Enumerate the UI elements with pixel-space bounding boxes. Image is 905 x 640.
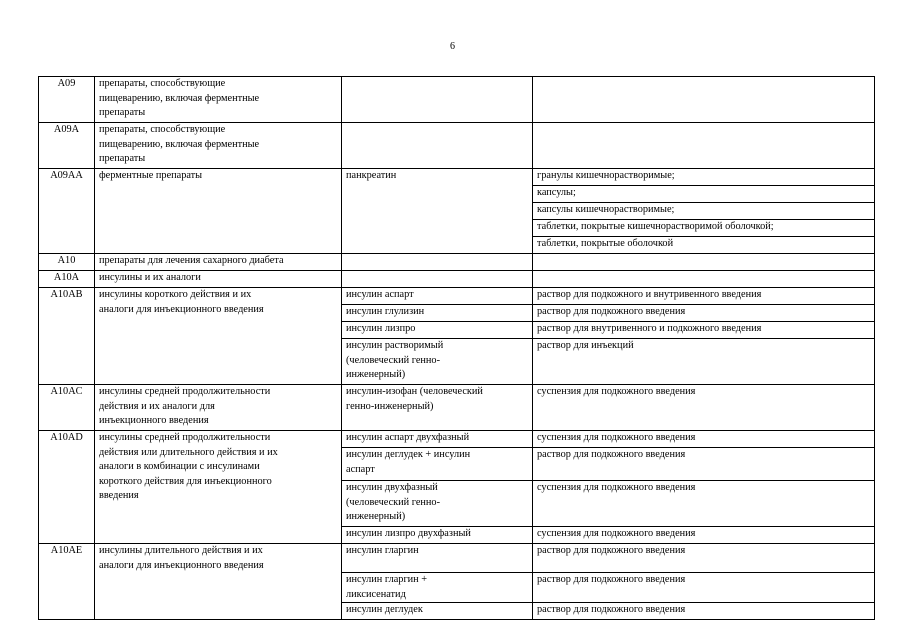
dosage-form-cell [533, 603, 875, 620]
cell-line: аспарт [346, 463, 375, 475]
cell-line: препараты для лечения сахарного диабета [99, 255, 284, 266]
cell-line: инсулин гларгин + [346, 574, 428, 585]
substance-cell [342, 271, 533, 288]
table-row [39, 385, 875, 431]
cell-line: гранулы кишечнорастворимые; [537, 170, 675, 181]
dosage-form-cell [533, 322, 875, 339]
cell-line: действия и их аналоги для [99, 400, 215, 412]
cell-line: инсулин деглудек + инсулин [346, 449, 471, 460]
atc-code-cell: A09 [39, 77, 95, 123]
dosage-form-cell [533, 544, 875, 573]
cell-line: инженерный) [346, 511, 406, 522]
cell-line: препараты, способствующие [99, 78, 226, 89]
cell-line: инсулин двухфазный [346, 482, 438, 493]
atc-code-cell: A10 [39, 254, 95, 271]
anatomical-group-cell [95, 123, 342, 169]
anatomical-group-cell [95, 169, 342, 254]
anatomical-group-cell [95, 77, 342, 123]
atc-code-cell: A10A [39, 271, 95, 288]
cell-line: раствор для подкожного введения [537, 545, 686, 556]
cell-line: суспензия для подкожного введения [537, 528, 696, 539]
dosage-form-cell [533, 448, 875, 481]
anatomical-group-cell [95, 431, 342, 544]
dosage-form-cell [533, 431, 875, 448]
dosage-form-cell [533, 481, 875, 527]
dosage-form-cell [533, 254, 875, 271]
substance-cell [342, 77, 533, 123]
cell-line: суспензия для подкожного введения [537, 432, 696, 443]
cell-line: препараты [99, 153, 146, 164]
cell-line: препараты [99, 107, 146, 118]
atc-code-cell: A09A [39, 123, 95, 169]
table-row [39, 169, 875, 186]
cell-line: инсулины и их аналоги [99, 272, 201, 283]
substance-cell [342, 573, 533, 603]
dosage-form-cell [533, 169, 875, 186]
anatomical-group-cell [95, 288, 342, 385]
substance-cell [342, 385, 533, 431]
cell-line: инсулин гларгин [346, 545, 419, 556]
cell-line: капсулы кишечнорастворимые; [537, 204, 675, 215]
cell-line: ферментные препараты [99, 170, 203, 181]
cell-line: раствор для подкожного введения [537, 604, 686, 615]
dosage-form-cell [533, 339, 875, 385]
cell-line: инсулин аспарт [346, 289, 414, 300]
dosage-form-cell [533, 385, 875, 431]
cell-line: суспензия для подкожного введения [537, 482, 696, 493]
cell-line: пищеварению, включая ферментные [99, 92, 260, 104]
table-row [39, 544, 875, 573]
table-row [39, 271, 875, 288]
cell-line: суспензия для подкожного введения [537, 386, 696, 397]
substance-cell [342, 527, 533, 544]
atc-code-cell: A10AC [39, 385, 95, 431]
cell-line: инсулины средней продолжительности [99, 432, 271, 443]
cell-line: раствор для подкожного введения [537, 449, 686, 460]
substance-cell [342, 339, 533, 385]
substance-cell [342, 322, 533, 339]
cell-line: инсулины короткого действия и их [99, 289, 252, 300]
substance-cell [342, 431, 533, 448]
anatomical-group-cell [95, 544, 342, 620]
cell-line: панкреатин [346, 170, 397, 181]
cell-line: аналоги для инъекционного введения [99, 559, 264, 571]
substance-cell [342, 305, 533, 322]
dosage-form-cell [533, 573, 875, 603]
cell-line: инъекционного введения [99, 415, 209, 426]
table-row [39, 77, 875, 123]
cell-line: раствор для подкожного введения [537, 574, 686, 585]
table-row [39, 288, 875, 305]
cell-line: раствор для подкожного и внутривенного введения [537, 289, 762, 300]
cell-line: инсулин глулизин [346, 306, 425, 317]
atc-code-cell: A10AE [39, 544, 95, 620]
table-row [39, 254, 875, 271]
dosage-form-cell [533, 77, 875, 123]
atc-code-cell: A09AA [39, 169, 95, 254]
dosage-form-cell [533, 527, 875, 544]
cell-line: раствор для инъекций [537, 340, 634, 351]
cell-line: инсулин лизпро двухфазный [346, 528, 471, 539]
cell-line: инженерный) [346, 369, 406, 380]
dosage-form-cell [533, 288, 875, 305]
anatomical-group-cell [95, 254, 342, 271]
dosage-form-cell [533, 186, 875, 203]
substance-cell [342, 123, 533, 169]
cell-line: инсулины средней продолжительности [99, 386, 271, 397]
dosage-form-cell [533, 123, 875, 169]
cell-line: раствор для внутривенного и подкожного введения [537, 323, 762, 334]
cell-line: инсулин растворимый [346, 340, 444, 351]
page-number: 6 [450, 41, 455, 52]
cell-line: (человеческий генно- [346, 496, 441, 508]
atc-code-cell: A10AB [39, 288, 95, 385]
cell-line: инсулин лизпро [346, 323, 416, 334]
cell-line: раствор для подкожного введения [537, 306, 686, 317]
substance-cell [342, 288, 533, 305]
substance-cell [342, 544, 533, 573]
anatomical-group-cell [95, 271, 342, 288]
cell-line: ликсисенатид [346, 588, 406, 600]
substance-cell [342, 254, 533, 271]
cell-line: (человеческий генно- [346, 354, 441, 366]
dosage-form-cell [533, 237, 875, 254]
substance-cell [342, 169, 533, 254]
cell-line: инсулин деглудек [346, 604, 423, 615]
cell-line: короткого действия для инъекционного [99, 475, 272, 487]
medication-table [38, 76, 875, 620]
substance-cell [342, 448, 533, 481]
substance-cell [342, 481, 533, 527]
atc-code-cell: A10AD [39, 431, 95, 544]
dosage-form-cell [533, 203, 875, 220]
cell-line: инсулины длительного действия и их [99, 545, 263, 556]
dosage-form-cell [533, 220, 875, 237]
table-row [39, 431, 875, 448]
cell-line: аналоги для инъекционного введения [99, 303, 264, 315]
dosage-form-cell [533, 305, 875, 322]
table-row [39, 123, 875, 169]
cell-line: аналоги в комбинации с инсулинами [99, 461, 260, 472]
cell-line: действия или длительного действия и их [99, 446, 278, 458]
cell-line: пищеварению, включая ферментные [99, 138, 260, 150]
anatomical-group-cell [95, 385, 342, 431]
cell-line: генно-инженерный) [346, 400, 434, 412]
cell-line: таблетки, покрытые оболочкой [537, 238, 674, 249]
cell-line: введения [99, 490, 139, 501]
substance-cell [342, 603, 533, 620]
cell-line: таблетки, покрытые кишечнорастворимой оболочкой; [537, 221, 774, 232]
cell-line: капсулы; [537, 187, 576, 198]
cell-line: препараты, способствующие [99, 124, 226, 135]
cell-line: инсулин аспарт двухфазный [346, 432, 470, 443]
cell-line: инсулин-изофан (человеческий [346, 386, 483, 397]
dosage-form-cell [533, 271, 875, 288]
